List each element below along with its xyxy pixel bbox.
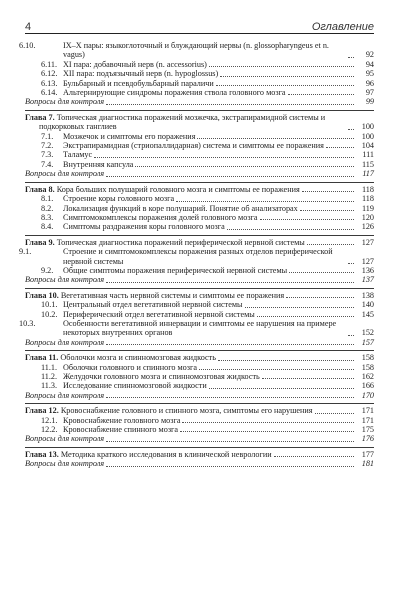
chapter-text bbox=[25, 450, 272, 459]
section-text bbox=[41, 160, 133, 169]
toc-chapter-block bbox=[25, 350, 374, 403]
chapter-text bbox=[25, 353, 216, 362]
section-title: Альтернирующие синдромы поражения ствола головного мозга bbox=[63, 88, 286, 98]
toc-questions-entry[interactable] bbox=[25, 338, 374, 347]
section-number: 8.3. bbox=[41, 212, 54, 222]
page-ref: 95 bbox=[365, 69, 374, 79]
dot-leader bbox=[216, 85, 354, 86]
page-header bbox=[25, 12, 374, 34]
page-ref: 120 bbox=[361, 212, 374, 222]
section-text bbox=[41, 60, 207, 69]
section-number: 10.2. bbox=[41, 309, 58, 319]
dot-leader bbox=[348, 263, 354, 264]
section-title: Симптомы раздражения коры головного мозга bbox=[63, 222, 225, 232]
section-title: Строение коры головного мозга bbox=[63, 194, 175, 204]
page-ref: 115 bbox=[362, 159, 374, 169]
page-ref: 175 bbox=[361, 425, 374, 435]
dot-leader bbox=[227, 229, 354, 230]
chapter-title: Вегетативная часть нервной системы и симптомы ее поражения bbox=[60, 290, 285, 300]
toc-chapter-entry[interactable] bbox=[25, 238, 374, 247]
page-ref: 127 bbox=[361, 256, 374, 266]
section-number: 10.1. bbox=[41, 300, 58, 310]
page-ref: 94 bbox=[365, 59, 374, 69]
chapter-text bbox=[25, 185, 300, 194]
dot-leader bbox=[315, 413, 354, 414]
section-text bbox=[41, 213, 258, 222]
section-title: Локализация функций в коре полушарий. Понятие об анализаторах bbox=[63, 203, 298, 213]
toc-section-entry[interactable] bbox=[25, 425, 374, 434]
toc-section-entry[interactable] bbox=[25, 160, 374, 169]
questions-title: Вопросы для контроля bbox=[25, 459, 105, 469]
page-ref: 166 bbox=[361, 381, 374, 391]
section-number: 7.2. bbox=[41, 141, 54, 151]
section-number: 12.1. bbox=[41, 415, 58, 425]
section-title: XI пара: добавочный нерв (n. accessorius) bbox=[63, 59, 207, 69]
dot-leader bbox=[106, 282, 354, 283]
section-text bbox=[41, 141, 324, 150]
dot-leader bbox=[218, 360, 354, 361]
section-title: Желудочки головного мозга и спинномозговая жидкость bbox=[63, 372, 260, 381]
toc-chapter-block bbox=[19, 288, 374, 350]
toc-section-entry[interactable] bbox=[25, 381, 374, 390]
page-ref: 152 bbox=[361, 328, 374, 338]
dot-leader bbox=[106, 104, 354, 105]
chapter-label: Глава 12. bbox=[25, 406, 59, 416]
section-number: 7.1. bbox=[41, 131, 54, 141]
chapter-title: Оболочки мозга и спинномозговая жидкость bbox=[60, 353, 216, 363]
section-number: 8.4. bbox=[41, 222, 54, 232]
section-text bbox=[41, 363, 197, 372]
page-ref: 171 bbox=[361, 415, 374, 425]
questions-title: Вопросы для контроля bbox=[25, 434, 105, 444]
dot-leader bbox=[106, 344, 354, 345]
dot-leader bbox=[260, 219, 354, 220]
page-ref: 177 bbox=[361, 449, 374, 459]
section-text bbox=[41, 381, 207, 390]
dot-leader bbox=[94, 157, 354, 158]
section-number: 7.4. bbox=[41, 159, 54, 169]
toc-section-entry[interactable] bbox=[25, 213, 374, 222]
toc-section-entry[interactable] bbox=[25, 416, 374, 425]
toc-chapter-block bbox=[19, 235, 374, 288]
section-number: 11.3. bbox=[41, 381, 58, 391]
section-text bbox=[41, 150, 92, 159]
toc-section-entry[interactable] bbox=[19, 41, 374, 60]
page-ref: 97 bbox=[365, 88, 374, 98]
dot-leader bbox=[209, 388, 354, 389]
toc-chapter-block bbox=[25, 110, 374, 182]
chapter-label: Глава 7. bbox=[25, 112, 55, 122]
dot-leader bbox=[289, 272, 354, 273]
section-title: Экстрапирамидная (стриопаллидарная) система и симптомы ее поражения bbox=[63, 141, 324, 151]
section-title: Центральный отдел вегетативной нервной системы bbox=[63, 300, 243, 310]
toc-chapter-entry[interactable] bbox=[25, 450, 374, 459]
section-number: 6.13. bbox=[41, 78, 58, 88]
toc-chapter-block bbox=[25, 182, 374, 235]
toc-questions-entry[interactable] bbox=[25, 275, 374, 284]
dot-leader bbox=[257, 316, 354, 317]
toc-section-entry[interactable] bbox=[25, 79, 374, 88]
page-ref: 136 bbox=[361, 265, 374, 275]
section-title: Строение и симптомокомплексы поражения разных отделов периферической нервной системы bbox=[63, 247, 333, 266]
chapter-title: Методика краткого исследования в клинической неврологии bbox=[60, 449, 272, 459]
dot-leader bbox=[182, 422, 354, 423]
toc-section-entry[interactable] bbox=[25, 363, 374, 372]
section-text bbox=[41, 416, 180, 425]
dot-leader bbox=[262, 378, 354, 379]
dot-leader bbox=[197, 138, 354, 139]
questions-title: Вопросы для контроля bbox=[25, 169, 105, 179]
section-number: 8.2. bbox=[41, 203, 54, 213]
chapter-title: Топическая диагностика поражений мозжечка, экстрапирамидной системы и подкорковых ганглиев bbox=[39, 112, 326, 132]
dot-leader bbox=[106, 176, 354, 177]
toc-section-entry[interactable] bbox=[25, 150, 374, 159]
section-title: Общие симптомы поражения периферической нервной системы bbox=[63, 265, 288, 275]
page-ref: 140 bbox=[361, 300, 374, 310]
table-of-contents bbox=[19, 39, 374, 472]
toc-chapter-entry[interactable] bbox=[25, 353, 374, 362]
dot-leader bbox=[288, 94, 354, 95]
toc-section-entry[interactable] bbox=[25, 69, 374, 78]
page-ref: 92 bbox=[365, 50, 374, 60]
page-ref: 100 bbox=[361, 122, 374, 132]
section-text bbox=[41, 194, 174, 203]
dot-leader bbox=[199, 369, 354, 370]
section-number: 6.12. bbox=[41, 69, 58, 79]
section-text bbox=[41, 372, 260, 381]
chapter-label: Глава 13. bbox=[25, 449, 59, 459]
toc-chapter-block bbox=[25, 447, 374, 472]
dot-leader bbox=[209, 66, 354, 67]
dot-leader bbox=[176, 201, 354, 202]
section-number: 12.2. bbox=[41, 425, 58, 435]
toc-section-entry[interactable] bbox=[25, 204, 374, 213]
page-ref: 104 bbox=[361, 141, 374, 151]
questions-title: Вопросы для контроля bbox=[25, 275, 105, 285]
section-text bbox=[41, 132, 195, 141]
toc-chapter-entry[interactable] bbox=[25, 113, 374, 132]
section-title: Мозжечок и симптомы его поражения bbox=[63, 131, 196, 141]
page-ref: 118 bbox=[362, 194, 374, 204]
toc-section-entry[interactable] bbox=[25, 266, 374, 275]
page-ref: 100 bbox=[361, 131, 374, 141]
page-ref: 126 bbox=[361, 222, 374, 232]
toc-questions-entry[interactable] bbox=[25, 434, 374, 443]
dot-leader bbox=[348, 57, 354, 58]
toc-section-entry[interactable] bbox=[25, 222, 374, 231]
toc-section-entry[interactable] bbox=[25, 141, 374, 150]
toc-chapter-entry[interactable] bbox=[25, 185, 374, 194]
chapter-title: Топическая диагностика поражений периферической нервной системы bbox=[56, 237, 305, 247]
dot-leader bbox=[106, 397, 354, 398]
section-number: 10.3. bbox=[19, 318, 36, 328]
questions-title: Вопросы для контроля bbox=[25, 337, 105, 347]
toc-section-entry[interactable] bbox=[25, 310, 374, 319]
dot-leader bbox=[300, 210, 354, 211]
section-title: Бульбарный и псевдобульбарный параличи bbox=[63, 78, 214, 88]
header-rule bbox=[25, 33, 374, 34]
dot-leader bbox=[106, 441, 354, 442]
toc-section-entry[interactable] bbox=[25, 300, 374, 309]
section-text bbox=[41, 266, 287, 275]
toc-section-entry[interactable] bbox=[25, 132, 374, 141]
page-ref: 119 bbox=[362, 203, 374, 213]
page-ref: 138 bbox=[361, 290, 374, 300]
section-number: 8.1. bbox=[41, 194, 54, 204]
section-number: 6.10. bbox=[19, 41, 36, 50]
section-text bbox=[41, 300, 243, 309]
chapter-label: Глава 8. bbox=[25, 184, 55, 194]
dot-leader bbox=[274, 456, 354, 457]
dot-leader bbox=[220, 76, 354, 77]
toc-chapter-entry[interactable] bbox=[25, 406, 374, 415]
dot-leader bbox=[307, 244, 354, 245]
page-number: 4 bbox=[25, 21, 32, 33]
section-number: 6.14. bbox=[41, 88, 58, 98]
dot-leader bbox=[348, 335, 354, 336]
page-ref: 171 bbox=[361, 406, 374, 416]
page-ref: 127 bbox=[361, 237, 374, 247]
section-number: 9.2. bbox=[41, 265, 54, 275]
page-ref: 96 bbox=[365, 78, 374, 88]
section-text bbox=[41, 425, 178, 434]
section-title: Внутренняя капсула bbox=[63, 159, 134, 169]
chapter-label: Глава 10. bbox=[25, 290, 59, 300]
toc-questions-entry[interactable] bbox=[25, 459, 374, 468]
section-text bbox=[41, 310, 255, 319]
page-ref: 145 bbox=[361, 309, 374, 319]
section-title: Симптомокомплексы поражения долей головного мозга bbox=[63, 212, 258, 222]
toc-section-entry[interactable] bbox=[25, 88, 374, 97]
section-text bbox=[19, 41, 346, 60]
page-ref: 117 bbox=[362, 169, 374, 179]
section-title: Исследование спинномозговой жидкости bbox=[63, 381, 207, 391]
section-title: Таламус bbox=[63, 150, 93, 160]
dot-leader bbox=[106, 466, 354, 467]
page-ref: 181 bbox=[361, 459, 374, 469]
dot-leader bbox=[302, 191, 354, 192]
page-ref: 137 bbox=[361, 275, 374, 285]
toc-section-entry[interactable] bbox=[19, 318, 374, 338]
toc-chapter-block bbox=[25, 403, 374, 447]
toc-questions-entry[interactable] bbox=[25, 391, 374, 400]
running-title: Оглавление bbox=[311, 21, 374, 33]
chapter-label: Глава 11. bbox=[25, 353, 59, 363]
questions-title: Вопросы для контроля bbox=[25, 390, 105, 400]
toc-questions-entry[interactable] bbox=[25, 97, 374, 106]
chapter-text bbox=[25, 113, 346, 132]
section-title: Периферический отдел вегетативной нервной системы bbox=[63, 309, 255, 319]
dot-leader bbox=[286, 297, 354, 298]
section-text bbox=[19, 247, 346, 266]
chapter-text bbox=[25, 406, 313, 415]
section-title: Особенности вегетативной иннервации и симптомы ее нарушения на примере некоторых внутренних органов bbox=[63, 318, 337, 338]
page-ref: 157 bbox=[361, 337, 374, 347]
toc-section-entry[interactable] bbox=[25, 372, 374, 381]
section-number: 6.11. bbox=[41, 59, 58, 69]
section-text bbox=[41, 79, 214, 88]
dot-leader bbox=[348, 129, 354, 130]
page-ref: 99 bbox=[365, 97, 374, 107]
page-ref: 170 bbox=[361, 390, 374, 400]
chapter-text bbox=[25, 238, 305, 247]
section-text bbox=[41, 88, 286, 97]
chapter-title: Кровоснабжение головного и спинного мозга, симптомы его нарушения bbox=[60, 406, 313, 416]
toc-section-entry[interactable] bbox=[25, 194, 374, 203]
toc-chapter-block bbox=[19, 39, 374, 110]
toc-section-entry[interactable] bbox=[19, 247, 374, 266]
dot-leader bbox=[135, 166, 354, 167]
toc-chapter-entry[interactable] bbox=[25, 291, 374, 300]
page-ref: 176 bbox=[361, 434, 374, 444]
section-title: Кровоснабжение спинного мозга bbox=[63, 425, 179, 435]
chapter-label: Глава 9. bbox=[25, 237, 55, 247]
section-number: 11.1. bbox=[41, 362, 58, 372]
page-ref: 162 bbox=[361, 372, 374, 381]
chapter-title: Кора больших полушарий головного мозга и симптомы ее поражения bbox=[56, 184, 300, 194]
dot-leader bbox=[245, 307, 354, 308]
section-title: XII пара: подъязычный нерв (n. hypoglossus) bbox=[63, 69, 219, 79]
section-title: Оболочки головного и спинного мозга bbox=[63, 362, 197, 372]
section-number: 7.3. bbox=[41, 150, 54, 160]
questions-title: Вопросы для контроля bbox=[25, 97, 105, 107]
dot-leader bbox=[326, 147, 354, 148]
page-ref: 158 bbox=[361, 362, 374, 372]
page-ref: 118 bbox=[362, 184, 374, 194]
section-text bbox=[19, 318, 346, 338]
chapter-text bbox=[25, 291, 284, 300]
page-ref: 111 bbox=[362, 150, 374, 160]
toc-section-entry[interactable] bbox=[25, 60, 374, 69]
section-text bbox=[41, 222, 225, 231]
section-title: IX–X пары: языкоглоточный и блуждающий нервы (n. glossopharyngeus et n. vagus) bbox=[63, 41, 329, 60]
dot-leader bbox=[180, 431, 354, 432]
section-title: Кровоснабжение головного мозга bbox=[63, 415, 181, 425]
section-number: 11.2. bbox=[41, 372, 58, 381]
section-text bbox=[41, 69, 218, 78]
section-text bbox=[41, 204, 298, 213]
page-ref: 158 bbox=[361, 353, 374, 363]
toc-questions-entry[interactable] bbox=[25, 169, 374, 178]
section-number: 9.1. bbox=[19, 247, 32, 257]
